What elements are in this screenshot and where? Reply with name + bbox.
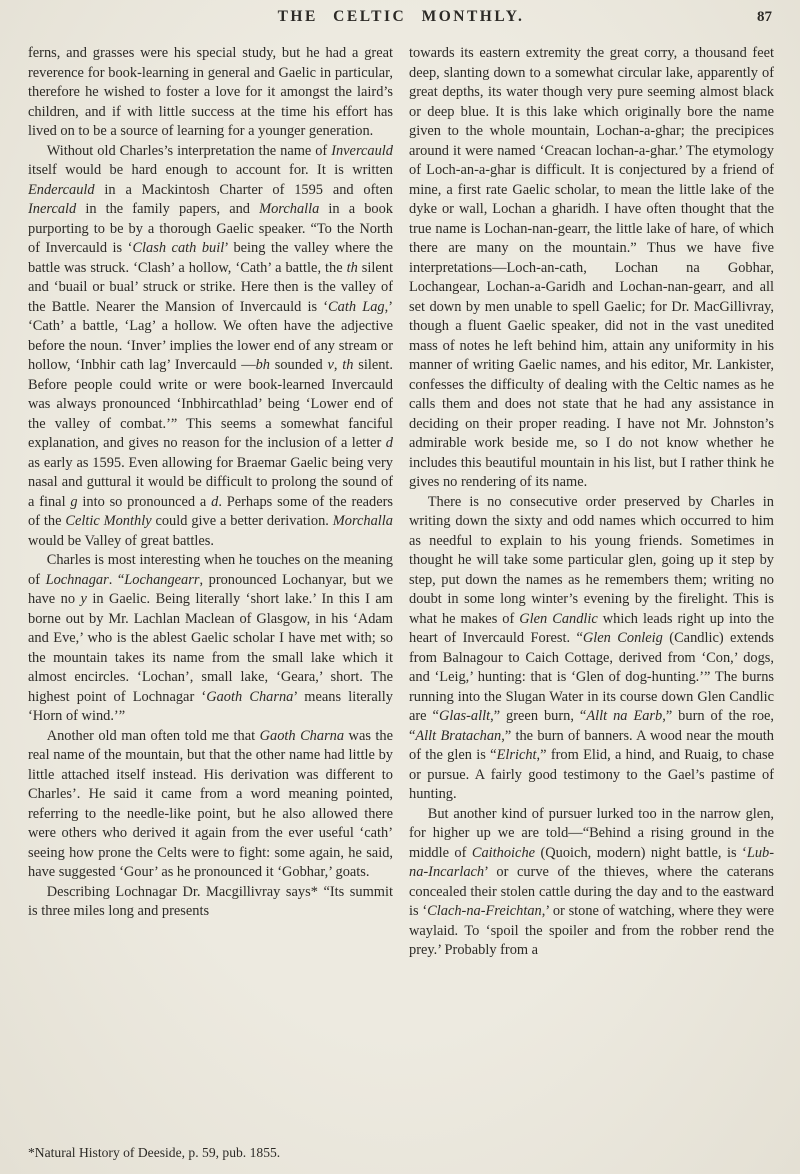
- paragraph: Another old man often told me that Gaoth Charna was the real name of the mountain, but that the other name had little by little attached itself instead. His derivation was different to Charles’. He said it came from a word meaning pointed, referring to the needle-like point, but he also allowed there were others who derived it again from the ever useful ‘cath’ seeing how prone the Celts were to fight: some again, he said, have suggested ‘Gour’ as he pronounced it ‘Gobhar,’ goats.: [28, 727, 393, 880]
- paragraph: ferns, and grasses were his special study, but he had a great reverence for book-learning in general and Gaelic in particular, therefore he wished to foster a love for it amongst the laird’s children, and if with little success at the time his effort has lived on to be a source of learning for a younger generation.: [28, 45, 393, 139]
- page-header: [28, 8, 774, 32]
- two-column-body: [28, 44, 774, 1162]
- paragraph: Charles is most interesting when he touches on the meaning of Lochnagar. “Lochangearr, pronounced Lochanyar, but we have no y in Gaelic. Being literally ‘short lake.’ In this I am borne out by Mr. Lachlan Maclean of Glasgow, in his ‘Adam and Eve,’ who is the ablest Gaelic scholar I have met with; so the mountain takes its name from the small lake which it almost encircles. ‘Lochan’, small lake, ‘Geara,’ short. The highest point of Lochnagar ‘Gaoth Charna’ means literally ‘Horn of wind.’”: [28, 552, 393, 724]
- left-column: [28, 44, 393, 1162]
- paragraph: towards its eastern extremity the great corry, a thousand feet deep, slanting down to a somewhat circular lake, apparently of great depths, its water though very pure seeming almost black or deep blue. It is this lake which originally bore the name given to the whole mountain, Lochan-a-ghar; the precipices around it were named ‘Creacan lochan-a-ghar.’ The etymology of Loch-an-a-ghar is difficult. It is conjectured by a friend of mine, a first rate Gaelic scholar, to mean the little lake of the dyke or wall, Lochan a gharidh. I have often thought that the true name is Lochan-nan-gearr, the little lake of hare, of which there are many on the mountain.” Thus we have five interpretations—Loch-an-cath, Lochan na Gobhar, Lochangear, Lochan-a-Garidh and Lochan-nan-gearr, and all set down by men unable to spell Gaelic; for Dr. MacGillivray, though a fluent Gaelic speaker, did not in the vast unedited mass of notes he left behind him, attain any uniformity in his manner of writing Gaelic names, and his editor, Mr. Lankister, confesses the difficulty of dealing with the Celtic names as he calls them and does not state that he had any assistance in deciding on their proper reading. I have not Mr. Johnston’s admirable work beside me, so I do not know whether he includes this beautiful mountain in his list, but I rather think he gives no rendering of its name.: [409, 45, 774, 490]
- publication-title: THE CELTIC MONTHLY.: [277, 8, 525, 25]
- paragraph: Describing Lochnagar Dr. Macgillivray says* “Its summit is three miles long and presents: [28, 883, 393, 919]
- footnote: *Natural History of Deeside, p. 59, pub. 1855.: [28, 1144, 281, 1160]
- right-column: [409, 44, 774, 1162]
- paragraph: Without old Charles’s interpretation the name of Invercauld itself would be hard enough to account for. It is written Endercauld in a Mackintosh Charter of 1595 and often Inercald in the family papers, and Morchalla in a book purporting to be by a thorough Gaelic speaker. “To the North of Invercauld is ‘Clash cath buil’ being the valley where the battle was struck. ‘Clash’ a hollow, ‘Cath’ a battle, the th silent and ‘buail or bual’ struck or strike. Here then is the valley of the Battle. Nearer the Mansion of Invercauld is ‘Cath Lag,’ ‘Cath’ a battle, ‘Lag’ a hollow. We often have the adjective before the noun. ‘Inver’ implies the lower end of any stream or hollow, ‘Inbhir cath lag’ Invercauld —bh sounded v, th silent. Before people could write or were book-learned Invercauld was always pronounced ‘Inbhircathlad’ being ‘Lower end of the valley of combat.’” This seems a somewhat fanciful explanation, and gives no reason for the inclusion of a letter d as early as 1595. Even allowing for Braemar Gaelic being very nasal and guttural it would be difficult to prolong the sound of a final g into so pronounced a d. Perhaps some of the readers of the Celtic Monthly could give a better derivation. Morchalla would be Valley of great battles.: [28, 142, 393, 549]
- paragraph: There is no consecutive order preserved by Charles in writing down the sixty and odd names which occurred to him as needful to explain to his young friends. Sometimes in thought he will take some particular glen, going up it step by step, put down the names as he remembers them; writing no doubt in some long winter’s evening by the firelight. This is what he makes of Glen Candlic which leads right up into the heart of Invercauld Forest. “Glen Conleig (Candlic) extends from Balnagour to Caich Cottage, derived from ‘Con,’ dogs, and ‘Leig,’ hunting: that is ‘Glen of dog-hunting.’” The burns running into the Slugan Water in its course down Glen Candlic are “Glas-allt,” green burn, “Allt na Earb,” burn of the roe, “Allt Bratachan,” the burn of banners. A wood near the mouth of the glen is “Elricht,” from Elid, a hind, and Ruaig, to chase or pursue. A fairly good testimony to the Gael’s pastime of hunting.: [409, 493, 774, 802]
- paragraph: But another kind of pursuer lurked too in the narrow glen, for higher up we are told—“Behind a rising ground in the middle of Caithoiche (Quoich, modern) night battle, is ‘Lub-na-Incarlach’ or curve of the thieves, where the caterans concealed their stolen cattle during the day and to the eastward is ‘Clach-na-Freichtan,’ or stone of watching, where they were waylaid. To ‘spoil the spoiler and from the robber rend the prey.’ Probably from a: [409, 805, 774, 958]
- page-number: 87: [757, 9, 772, 25]
